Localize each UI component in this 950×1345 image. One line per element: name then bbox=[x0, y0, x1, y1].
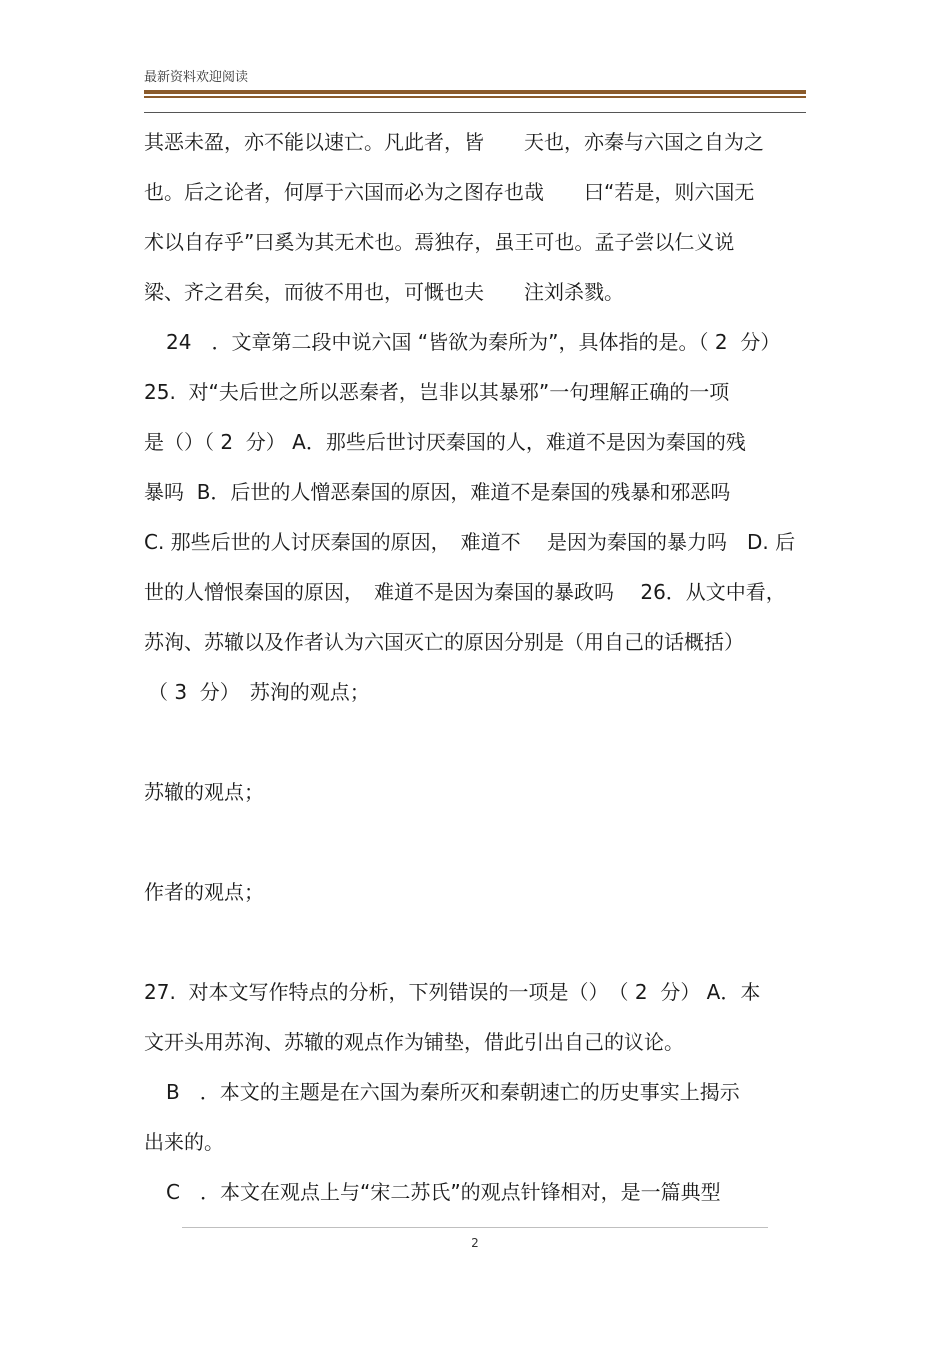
text-line: 其恶未盈，亦不能以速亡。凡此者，皆 天也，亦秦与六国之自为之 bbox=[144, 130, 764, 154]
text-line: 梁、齐之君矣，而彼不用也，可慨也夫 注刘杀戮。 bbox=[144, 280, 624, 304]
question-27: 27. 对本文写作特点的分析，下列错误的一项是（） （ 2 分） A．本 bbox=[144, 980, 761, 1004]
text-line: 也。后之论者，何厚于六国而必为之图存也哉 曰“若是，则六国无 bbox=[144, 180, 755, 204]
text-line: 暴吗 B．后世的人憎恶秦国的原因，难道不是秦国的残暴和邪恶吗 bbox=[144, 480, 731, 504]
header-rule-underline bbox=[144, 112, 806, 113]
question-24: 24 ．文章第二段中说六国 “皆欲为秦所为”，具体指的是。（ 2 分） bbox=[166, 330, 781, 354]
text-line: 术以自存乎”曰奚为其无术也。焉独存，虽王可也。孟子尝以仁义说 bbox=[144, 230, 735, 254]
page-header-text: 最新资料欢迎阅读 bbox=[144, 70, 249, 85]
option-a-text: 文开头用苏洵、苏辙的观点作为铺垫，借此引出自己的议论。 bbox=[144, 1030, 684, 1054]
text-line: 是（）（ 2 分） A．那些后世讨厌秦国的人，难道不是因为秦国的残 bbox=[144, 430, 746, 454]
text-line: 世的人憎恨秦国的原因， 难道不是因为秦国的暴政吗 26．从文中看， bbox=[144, 580, 786, 604]
su-zhe-view-label: 苏辙的观点； bbox=[144, 780, 264, 804]
su-xun-view-label: （ 3 分） 苏洵的观点； bbox=[148, 680, 370, 704]
option-b-text: B ．本文的主题是在六国为秦所灭和秦朝速亡的历史事实上揭示 bbox=[166, 1080, 740, 1104]
option-c-text: C ．本文在观点上与“宋二苏氏”的观点针锋相对，是一篇典型 bbox=[166, 1180, 721, 1204]
question-25: 25. 对“夫后世之所以恶秦者，岂非以其暴邪”一句理解正确的一项 bbox=[144, 380, 730, 404]
footer-rule bbox=[182, 1227, 768, 1228]
page-number: 2 bbox=[471, 1236, 479, 1250]
text-line: 苏洵、苏辙以及作者认为六国灭亡的原因分别是（用自己的话概括） bbox=[144, 630, 744, 654]
header-rule-thin bbox=[144, 96, 806, 98]
author-view-label: 作者的观点； bbox=[144, 880, 264, 904]
text-line: 出来的。 bbox=[144, 1130, 224, 1154]
header-rule-thick bbox=[144, 90, 806, 94]
text-line: C. 那些后世的人讨厌秦国的原因， 难道不 是因为秦国的暴力吗 D. 后 bbox=[144, 530, 796, 554]
